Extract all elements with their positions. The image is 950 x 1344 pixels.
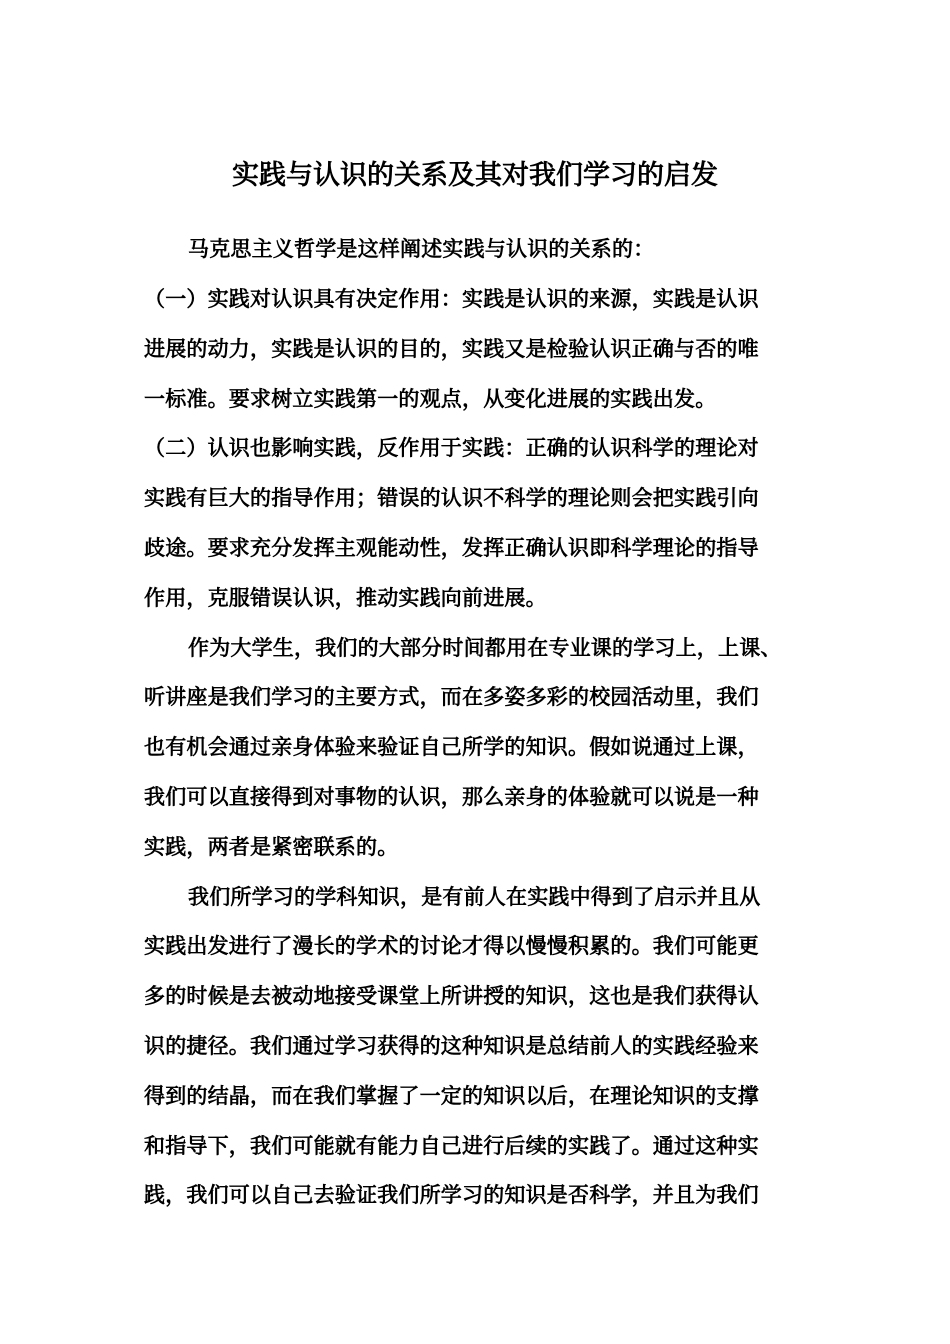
body-line: 得到的结晶，而在我们掌握了一定的知识以后，在理论知识的支撑 [144, 1084, 759, 1108]
body-line: 实践有巨大的指导作用；错误的认识不科学的理论则会把实践引向 [144, 486, 759, 510]
body-line: 实践，两者是紧密联系的。 [144, 835, 399, 859]
body-line: 作为大学生，我们的大部分时间都用在专业课的学习上，上课、 [188, 636, 782, 660]
body-line: 识的捷径。我们通过学习获得的这种知识是总结前人的实践经验来 [144, 1034, 759, 1058]
body-line: 践，我们可以自己去验证我们所学习的知识是否科学，并且为我们 [144, 1183, 759, 1207]
body-line: （一）实践对认识具有决定作用：实践是认识的来源，实践是认识 [144, 287, 759, 311]
body-line: 一标准。要求树立实践第一的观点，从变化进展的实践出发。 [144, 387, 717, 411]
document-title: 实践与认识的关系及其对我们学习的启发 [232, 160, 718, 191]
body-line: 听讲座是我们学习的主要方式，而在多姿多彩的校园活动里，我们 [144, 685, 759, 709]
body-line: 我们可以直接得到对事物的认识，那么亲身的体验就可以说是一种 [144, 785, 759, 809]
body-line: 歧途。要求充分发挥主观能动性，发挥正确认识即科学理论的指导 [144, 536, 759, 560]
body-line: 马克思主义哲学是这样阐述实践与认识的关系的： [188, 237, 655, 261]
body-line: 和指导下，我们可能就有能力自己进行后续的实践了。通过这种实 [144, 1134, 759, 1158]
body-line: 作用，克服错误认识，推动实践向前进展。 [144, 586, 547, 610]
body-line: （二）认识也影响实践，反作用于实践：正确的认识科学的理论对 [144, 436, 759, 460]
body-line: 实践出发进行了漫长的学术的讨论才得以慢慢积累的。我们可能更 [144, 934, 759, 958]
body-line: 进展的动力，实践是认识的目的，实践又是检验认识正确与否的唯 [144, 337, 759, 361]
body-line: 我们所学习的学科知识，是有前人在实践中得到了启示并且从 [188, 885, 761, 909]
body-line: 多的时候是去被动地接受课堂上所讲授的知识，这也是我们获得认 [144, 984, 759, 1008]
body-line: 也有机会通过亲身体验来验证自己所学的知识。假如说通过上课， [144, 735, 759, 759]
